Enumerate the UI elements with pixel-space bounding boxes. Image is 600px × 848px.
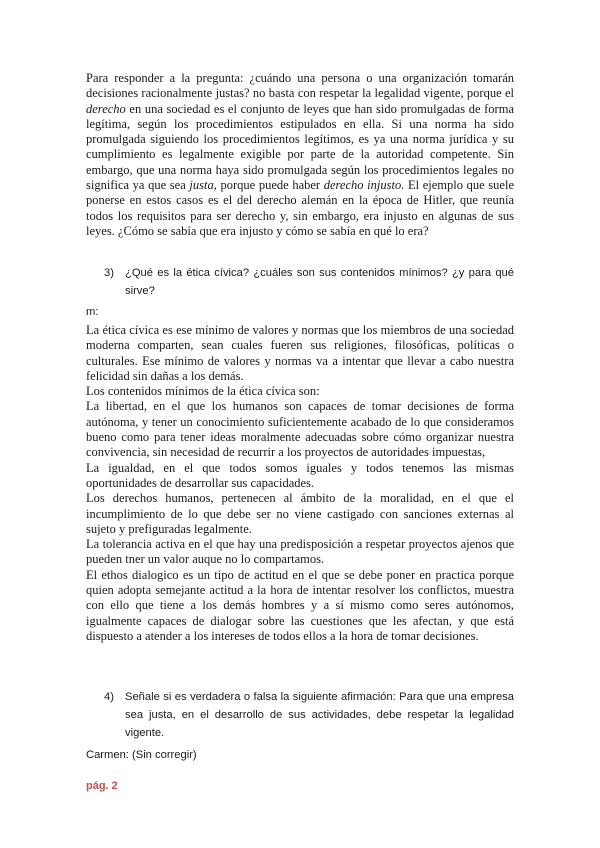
intro-italic-derecho-injusto: derecho injusto. xyxy=(323,178,405,193)
answer-3 xyxy=(86,323,514,644)
question-text: ¿Qué es la ética cívica? ¿cuáles son sus contenidos mínimos? ¿y para qué sirve? xyxy=(125,267,514,297)
question-3 xyxy=(104,264,514,300)
question-number: 3) xyxy=(104,267,114,279)
answer-paragraph: El ethos dialogico es un tipo de actitud en el que se debe poner en practica porque quien adopta semejante actitud a la hora de intentar resolver los conflictos, muestra con ello que tiene a los demás hombres y a sí mismo como seres autónomos, igualmente capaces de dialogar sobre las cuestiones que les afectan, y que está dispuesto a atender a los intereses de todos ellos a la hora de tomar decisiones. xyxy=(86,567,514,643)
page-number: pág. 2 xyxy=(86,780,118,792)
question-4 xyxy=(104,688,514,742)
question-number: 4) xyxy=(104,691,114,703)
answer-paragraph: La tolerancia activa en el que hay una predisposición a respetar proyectos ajenos que pueden tner un valor auque no lo compartamos. xyxy=(86,537,514,567)
answer-label: m: xyxy=(86,306,99,318)
answer-paragraph: La libertad, en el que los humanos son capaces de tomar decisiones de forma autónoma, y tener un conocimiento suficientemente acabado de lo que consideramos bueno como para tener ideas moralmente adecuadas sobre cómo organizar nuestra convivencia, sin necesidad de recurrir a los proyectos de autoridades impuestas, xyxy=(86,399,514,460)
intro-text: Para responder a la pregunta: ¿cuándo una persona o una organización tomarán decisiones racionalmente justas? no basta con respetar la legalidad vigente, porque el xyxy=(86,71,514,101)
intro-italic-derecho: derecho xyxy=(86,101,126,116)
question-text: Señale si es verdadera o falsa la siguiente afirmación: Para que una empresa sea justa, en el desarrollo de sus actividades, debe respetar la legalidad vigente. xyxy=(125,691,514,739)
answer-paragraph: La igualdad, en el que todos somos iguales y todos tenemos las mismas oportunidades de desarrollar sus capacidades. xyxy=(86,460,514,490)
answer-paragraph: Los derechos humanos, pertenecen al ámbito de la moralidad, en el que el incumplimiento de lo que debe ser no viene castigado con sanciones externas al sujeto y prefiguradas legalmente. xyxy=(86,491,514,536)
intro-italic-justa: justa, xyxy=(189,178,217,193)
answer-4-label: Carmen: (Sin corregir) xyxy=(86,749,197,761)
answer-paragraph: Los contenidos mínimos de la ética cívica son: xyxy=(86,384,320,399)
intro-text: en una sociedad es el conjunto de leyes que han sido promulgadas de forma legítima, según los procedimientos estipulados en ella. Si una norma ha sido promulgada siguiendo los procedimientos legítimos, es ya una norma jurídica y su cumplimiento es legalmente exigible por parte de la autoridad competente. Sin embargo, que una norma haya sido promulgada según los procedimientos legales no significa ya que sea xyxy=(86,101,514,193)
answer-paragraph: La ética cívica es ese mínimo de valores y normas que los miembros de una sociedad moderna comparten, sean cuales fueren sus religiones, filosóficas, políticas o culturales. Ese mínimo de valores y normas va a intentar que llevar a cabo nuestra felicidad sin dañas a los demás. xyxy=(86,323,514,383)
intro-paragraph xyxy=(86,71,514,239)
intro-text: El ejemplo que suele ponerse en estos casos es el del derecho alemán en la época de Hitler, que reunía todos los requisitos para ser derecho y, sin embargo, era injusto en algunas de sus leyes. ¿Cómo se sabía que era injusto y cómo se sabía en qué lo era? xyxy=(86,178,514,238)
intro-text: porque puede haber xyxy=(216,178,324,193)
